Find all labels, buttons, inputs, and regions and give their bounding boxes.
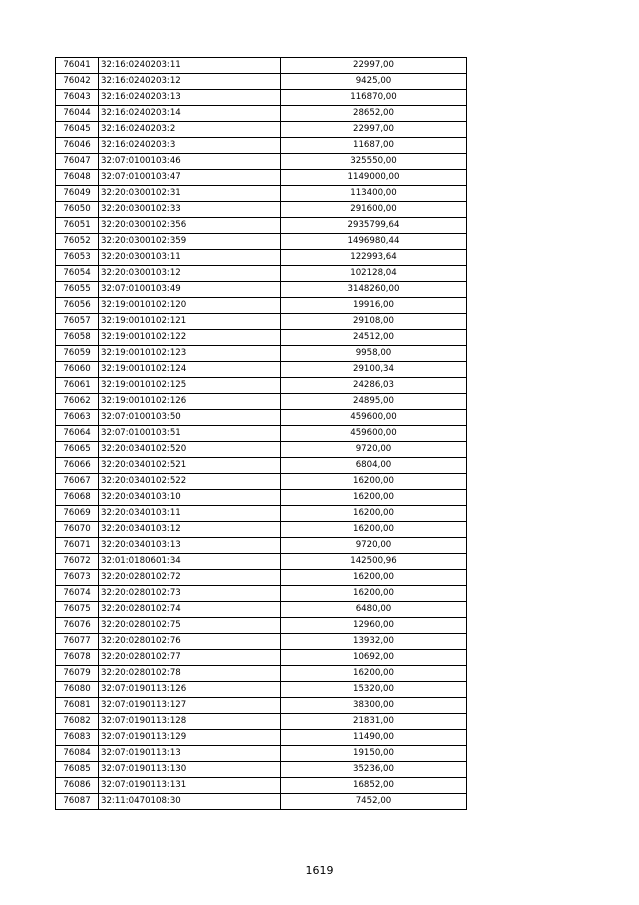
table-row: [56, 218, 467, 234]
row-id-cell: 76062: [56, 394, 99, 410]
table-row: [56, 746, 467, 762]
row-id-cell: 76081: [56, 698, 99, 714]
cadastral-number-cell: 32:20:0300102:33: [99, 202, 281, 218]
row-id-cell: 76042: [56, 74, 99, 90]
table-row: [56, 650, 467, 666]
table-row: [56, 186, 467, 202]
row-id-cell: 76079: [56, 666, 99, 682]
table-row: [56, 474, 467, 490]
row-id-cell: 76055: [56, 282, 99, 298]
value-cell: 102128,04: [281, 266, 467, 282]
value-cell: 10692,00: [281, 650, 467, 666]
row-id-cell: 76064: [56, 426, 99, 442]
value-cell: 142500,96: [281, 554, 467, 570]
cadastral-number-cell: 32:20:0300102:31: [99, 186, 281, 202]
cadastral-number-cell: 32:20:0340102:522: [99, 474, 281, 490]
row-id-cell: 76043: [56, 90, 99, 106]
row-id-cell: 76077: [56, 634, 99, 650]
cadastral-number-cell: 32:16:0240203:14: [99, 106, 281, 122]
value-cell: 9958,00: [281, 346, 467, 362]
value-cell: 38300,00: [281, 698, 467, 714]
cadastral-number-cell: 32:19:0010102:124: [99, 362, 281, 378]
value-cell: 113400,00: [281, 186, 467, 202]
table-row: [56, 298, 467, 314]
cadastral-number-cell: 32:20:0300102:356: [99, 218, 281, 234]
table-row: [56, 682, 467, 698]
table-row: [56, 314, 467, 330]
cadastral-number-cell: 32:20:0340103:12: [99, 522, 281, 538]
cadastral-number-cell: 32:07:0190113:129: [99, 730, 281, 746]
cadastral-number-cell: 32:20:0280102:77: [99, 650, 281, 666]
value-cell: 15320,00: [281, 682, 467, 698]
table-row: [56, 602, 467, 618]
row-id-cell: 76056: [56, 298, 99, 314]
row-id-cell: 76049: [56, 186, 99, 202]
value-cell: 19150,00: [281, 746, 467, 762]
table-row: [56, 634, 467, 650]
table-row: [56, 554, 467, 570]
value-cell: 12960,00: [281, 618, 467, 634]
cadastral-number-cell: 32:20:0340103:10: [99, 490, 281, 506]
table-body: [56, 58, 467, 810]
row-id-cell: 76084: [56, 746, 99, 762]
table-row: [56, 410, 467, 426]
cadastral-number-cell: 32:16:0240203:2: [99, 122, 281, 138]
table-row: [56, 154, 467, 170]
value-cell: 13932,00: [281, 634, 467, 650]
row-id-cell: 76071: [56, 538, 99, 554]
cadastral-number-cell: 32:20:0280102:78: [99, 666, 281, 682]
row-id-cell: 76053: [56, 250, 99, 266]
value-cell: 6480,00: [281, 602, 467, 618]
value-cell: 16200,00: [281, 586, 467, 602]
value-cell: 325550,00: [281, 154, 467, 170]
value-cell: 19916,00: [281, 298, 467, 314]
value-cell: 1496980,44: [281, 234, 467, 250]
value-cell: 29108,00: [281, 314, 467, 330]
cadastral-number-cell: 32:19:0010102:122: [99, 330, 281, 346]
table-row: [56, 426, 467, 442]
table-row: [56, 762, 467, 778]
cadastral-number-cell: 32:01:0180601:34: [99, 554, 281, 570]
table-row: [56, 458, 467, 474]
value-cell: 116870,00: [281, 90, 467, 106]
value-cell: 22997,00: [281, 122, 467, 138]
row-id-cell: 76070: [56, 522, 99, 538]
row-id-cell: 76047: [56, 154, 99, 170]
value-cell: 16200,00: [281, 666, 467, 682]
cadastral-number-cell: 32:20:0300103:11: [99, 250, 281, 266]
row-id-cell: 76072: [56, 554, 99, 570]
row-id-cell: 76083: [56, 730, 99, 746]
table-row: [56, 506, 467, 522]
table-row: [56, 778, 467, 794]
cadastral-number-cell: 32:16:0240203:3: [99, 138, 281, 154]
table-row: [56, 538, 467, 554]
value-cell: 9720,00: [281, 538, 467, 554]
row-id-cell: 76087: [56, 794, 99, 810]
row-id-cell: 76085: [56, 762, 99, 778]
table-row: [56, 74, 467, 90]
value-cell: 16200,00: [281, 522, 467, 538]
value-cell: 291600,00: [281, 202, 467, 218]
cadastral-number-cell: 32:20:0300103:12: [99, 266, 281, 282]
cadastral-number-cell: 32:07:0190113:127: [99, 698, 281, 714]
cadastral-number-cell: 32:07:0190113:130: [99, 762, 281, 778]
row-id-cell: 76078: [56, 650, 99, 666]
table-row: [56, 122, 467, 138]
row-id-cell: 76060: [56, 362, 99, 378]
value-cell: 28652,00: [281, 106, 467, 122]
row-id-cell: 76080: [56, 682, 99, 698]
cadastral-number-cell: 32:20:0280102:75: [99, 618, 281, 634]
value-cell: 1149000,00: [281, 170, 467, 186]
value-cell: 6804,00: [281, 458, 467, 474]
value-cell: 11687,00: [281, 138, 467, 154]
cadastral-number-cell: 32:07:0100103:47: [99, 170, 281, 186]
row-id-cell: 76065: [56, 442, 99, 458]
row-id-cell: 76045: [56, 122, 99, 138]
cadastral-number-cell: 32:16:0240203:11: [99, 58, 281, 74]
table-row: [56, 202, 467, 218]
cadastral-number-cell: 32:20:0280102:72: [99, 570, 281, 586]
value-cell: 16852,00: [281, 778, 467, 794]
cadastral-number-cell: 32:20:0340102:521: [99, 458, 281, 474]
cadastral-number-cell: 32:07:0100103:46: [99, 154, 281, 170]
table-row: [56, 666, 467, 682]
cadastral-number-cell: 32:07:0100103:49: [99, 282, 281, 298]
row-id-cell: 76086: [56, 778, 99, 794]
cadastral-number-cell: 32:07:0190113:131: [99, 778, 281, 794]
value-cell: 21831,00: [281, 714, 467, 730]
row-id-cell: 76069: [56, 506, 99, 522]
value-cell: 7452,00: [281, 794, 467, 810]
cadastral-number-cell: 32:11:0470108:30: [99, 794, 281, 810]
cadastral-number-cell: 32:20:0340103:13: [99, 538, 281, 554]
value-cell: 24895,00: [281, 394, 467, 410]
table-row: [56, 234, 467, 250]
cadastral-number-cell: 32:16:0240203:12: [99, 74, 281, 90]
table-row: [56, 378, 467, 394]
table-row: [56, 394, 467, 410]
page-number: 1619: [305, 864, 334, 877]
table-row: [56, 730, 467, 746]
row-id-cell: 76082: [56, 714, 99, 730]
value-cell: 16200,00: [281, 570, 467, 586]
row-id-cell: 76076: [56, 618, 99, 634]
value-cell: 2935799,64: [281, 218, 467, 234]
value-cell: 24512,00: [281, 330, 467, 346]
row-id-cell: 76068: [56, 490, 99, 506]
cadastral-number-cell: 32:07:0100103:50: [99, 410, 281, 426]
value-cell: 16200,00: [281, 490, 467, 506]
table-row: [56, 586, 467, 602]
table-row: [56, 522, 467, 538]
row-id-cell: 76050: [56, 202, 99, 218]
row-id-cell: 76054: [56, 266, 99, 282]
data-table: [55, 57, 467, 810]
table-row: [56, 698, 467, 714]
row-id-cell: 76057: [56, 314, 99, 330]
cadastral-number-cell: 32:07:0190113:126: [99, 682, 281, 698]
value-cell: 29100,34: [281, 362, 467, 378]
table-row: [56, 794, 467, 810]
row-id-cell: 76075: [56, 602, 99, 618]
value-cell: 459600,00: [281, 410, 467, 426]
row-id-cell: 76073: [56, 570, 99, 586]
cadastral-number-cell: 32:19:0010102:126: [99, 394, 281, 410]
value-cell: 16200,00: [281, 474, 467, 490]
row-id-cell: 76074: [56, 586, 99, 602]
table-row: [56, 362, 467, 378]
row-id-cell: 76067: [56, 474, 99, 490]
row-id-cell: 76052: [56, 234, 99, 250]
table-row: [56, 570, 467, 586]
row-id-cell: 76046: [56, 138, 99, 154]
table-row: [56, 346, 467, 362]
value-cell: 24286,03: [281, 378, 467, 394]
table-row: [56, 90, 467, 106]
cadastral-number-cell: 32:20:0340103:11: [99, 506, 281, 522]
row-id-cell: 76044: [56, 106, 99, 122]
value-cell: 459600,00: [281, 426, 467, 442]
table-row: [56, 106, 467, 122]
row-id-cell: 76048: [56, 170, 99, 186]
row-id-cell: 76058: [56, 330, 99, 346]
table-row: [56, 714, 467, 730]
row-id-cell: 76051: [56, 218, 99, 234]
value-cell: 9425,00: [281, 74, 467, 90]
row-id-cell: 76061: [56, 378, 99, 394]
row-id-cell: 76041: [56, 58, 99, 74]
row-id-cell: 76066: [56, 458, 99, 474]
table-row: [56, 170, 467, 186]
value-cell: 122993,64: [281, 250, 467, 266]
table-row: [56, 330, 467, 346]
table-row: [56, 138, 467, 154]
table-row: [56, 58, 467, 74]
cadastral-number-cell: 32:20:0280102:73: [99, 586, 281, 602]
cadastral-number-cell: 32:19:0010102:123: [99, 346, 281, 362]
value-cell: 35236,00: [281, 762, 467, 778]
row-id-cell: 76063: [56, 410, 99, 426]
table-row: [56, 618, 467, 634]
value-cell: 16200,00: [281, 506, 467, 522]
cadastral-number-cell: 32:07:0190113:128: [99, 714, 281, 730]
cadastral-number-cell: 32:20:0280102:74: [99, 602, 281, 618]
cadastral-number-cell: 32:07:0100103:51: [99, 426, 281, 442]
table-row: [56, 282, 467, 298]
table-row: [56, 490, 467, 506]
cadastral-number-cell: 32:20:0340102:520: [99, 442, 281, 458]
value-cell: 3148260,00: [281, 282, 467, 298]
cadastral-number-cell: 32:16:0240203:13: [99, 90, 281, 106]
value-cell: 11490,00: [281, 730, 467, 746]
value-cell: 9720,00: [281, 442, 467, 458]
cadastral-number-cell: 32:20:0280102:76: [99, 634, 281, 650]
cadastral-number-cell: 32:20:0300102:359: [99, 234, 281, 250]
cadastral-number-cell: 32:19:0010102:125: [99, 378, 281, 394]
table-row: [56, 250, 467, 266]
cadastral-number-cell: 32:19:0010102:120: [99, 298, 281, 314]
cadastral-number-cell: 32:19:0010102:121: [99, 314, 281, 330]
table-row: [56, 266, 467, 282]
table-row: [56, 442, 467, 458]
cadastral-number-cell: 32:07:0190113:13: [99, 746, 281, 762]
value-cell: 22997,00: [281, 58, 467, 74]
row-id-cell: 76059: [56, 346, 99, 362]
